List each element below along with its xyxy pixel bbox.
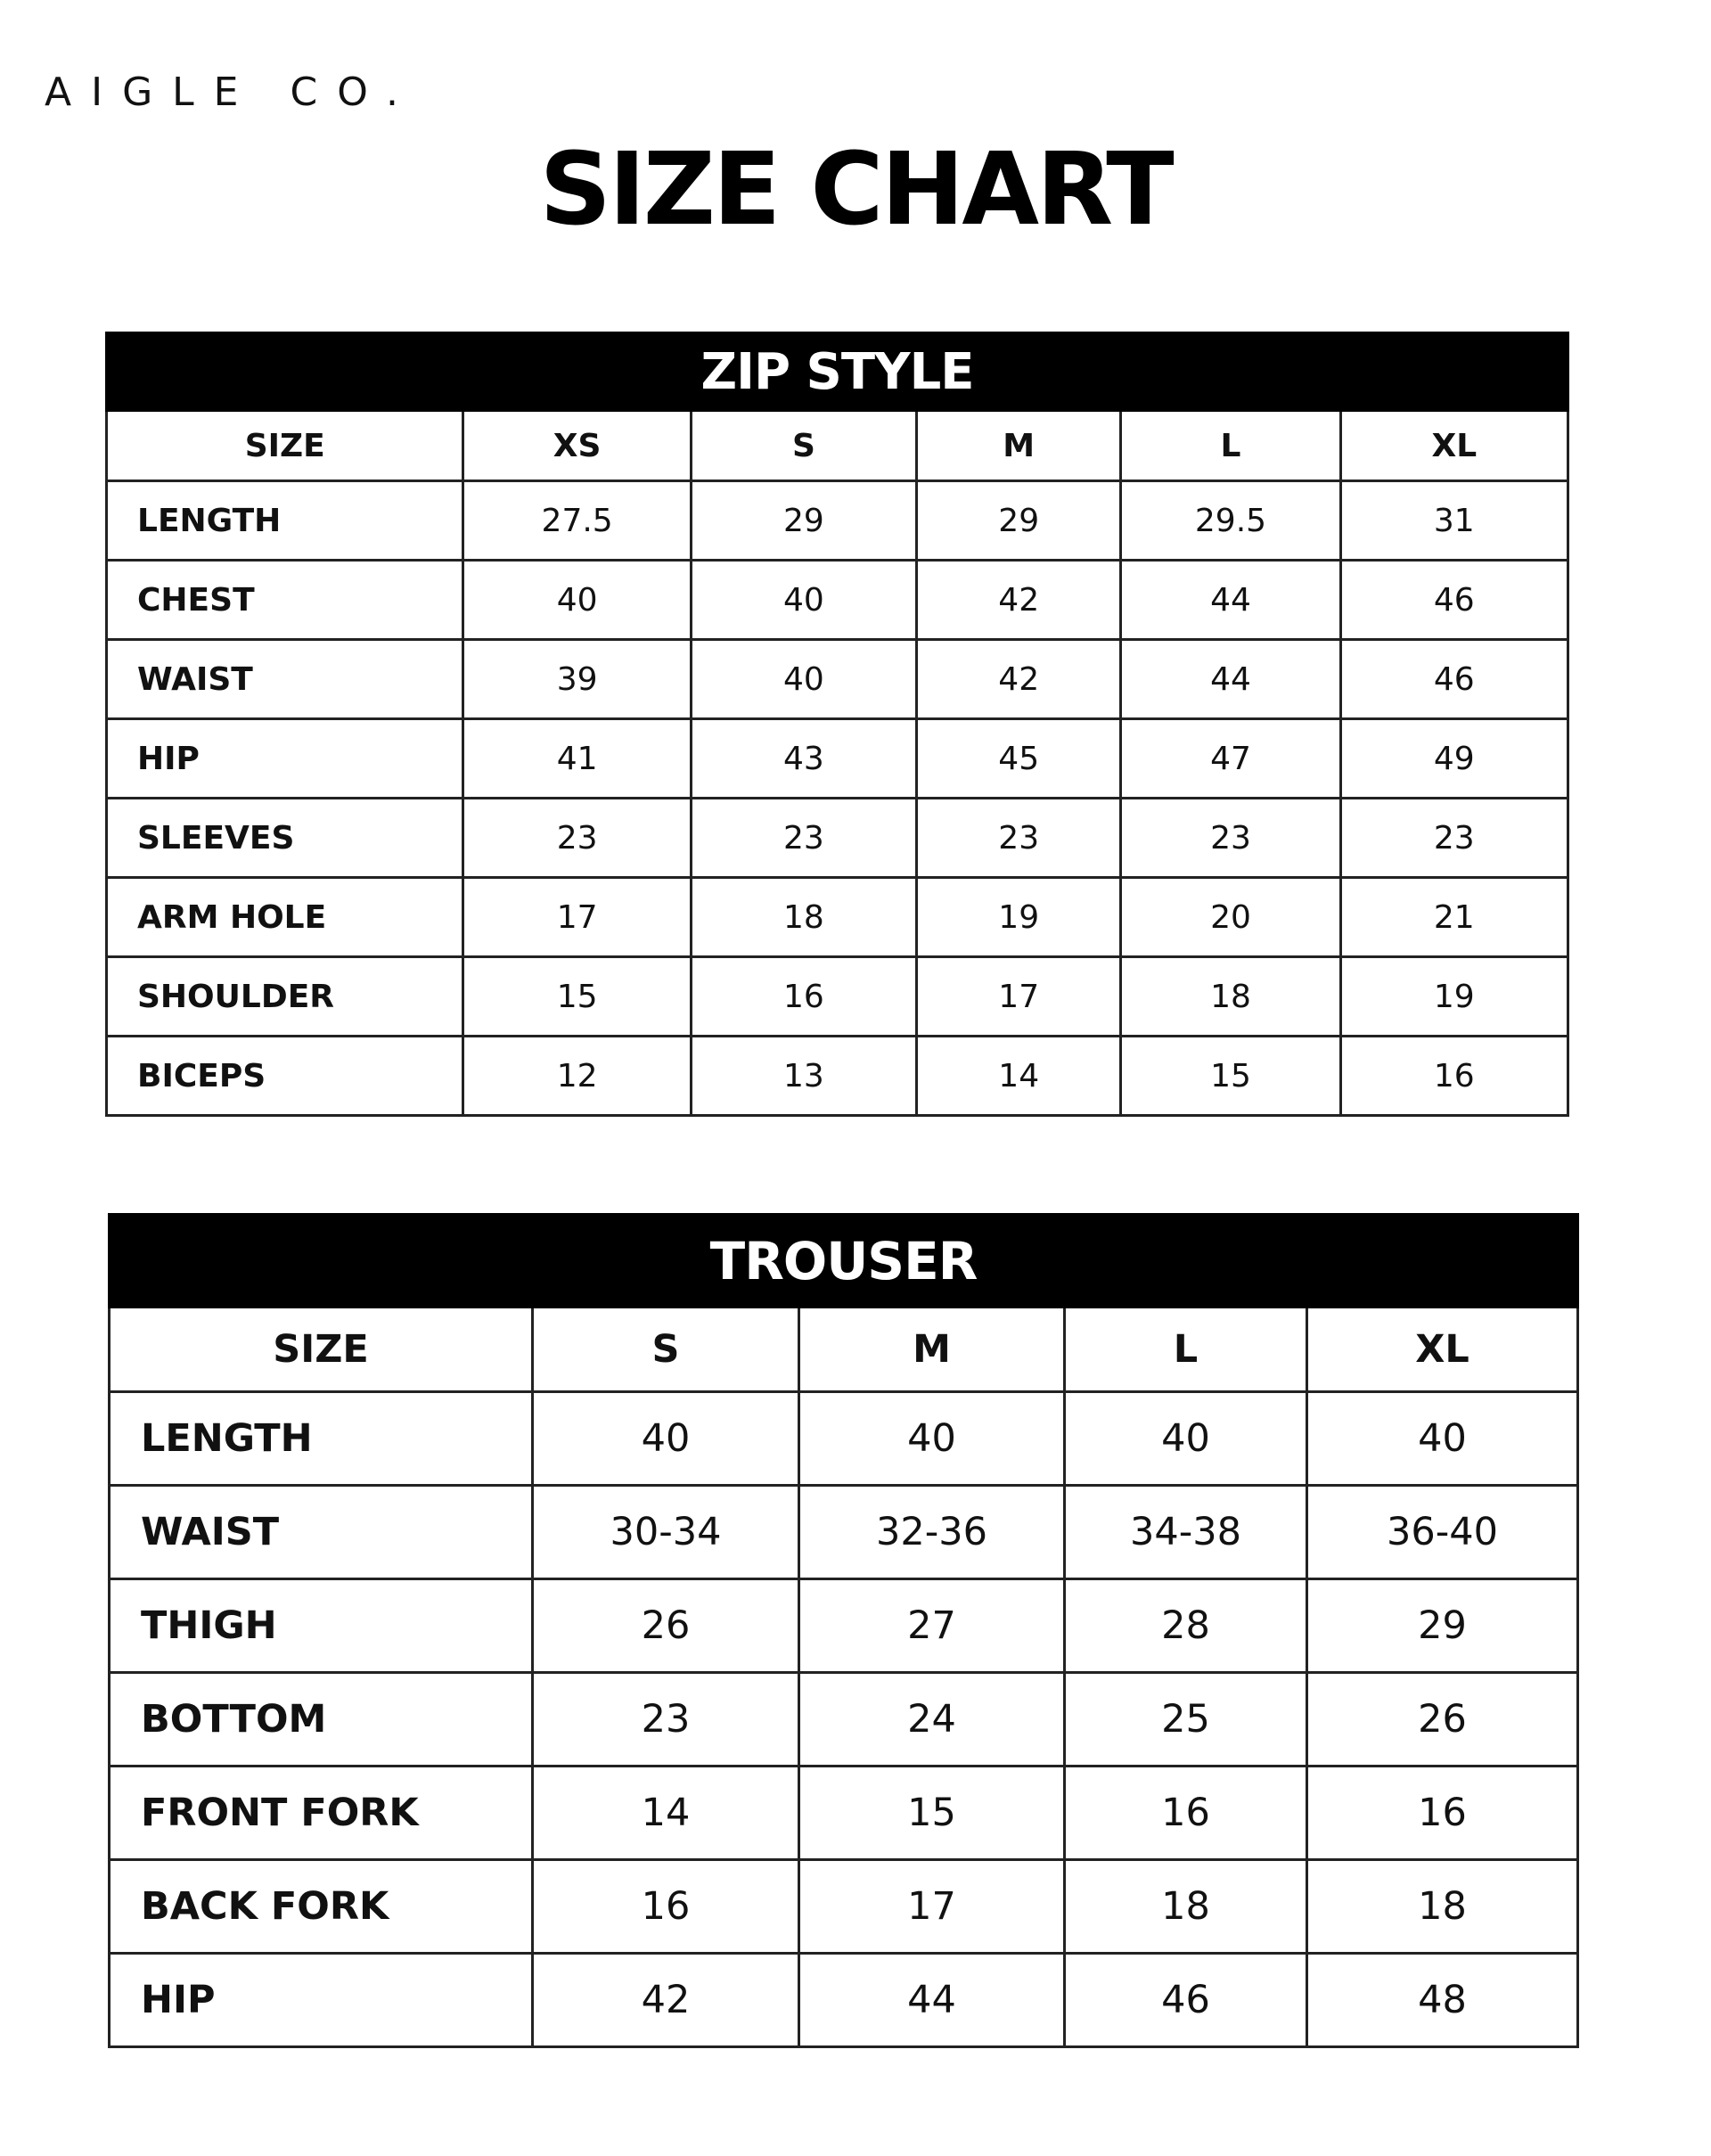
table-cell: 36-40 [1307,1486,1578,1579]
table-cell: 42 [917,640,1121,719]
table-row [110,1486,1578,1579]
table-cell: 23 [533,1673,799,1767]
table-cell: 16 [1065,1767,1307,1860]
table-cell: 44 [1121,640,1340,719]
table-cell: 40 [799,1392,1065,1486]
table-cell: 44 [1121,561,1340,640]
row-label: SLEEVES [107,799,463,878]
table-row [110,1392,1578,1486]
table-cell: 29 [1307,1579,1578,1673]
row-label: LENGTH [110,1392,533,1486]
table-cell: 42 [917,561,1121,640]
table-cell: 27 [799,1579,1065,1673]
table-cell: 26 [1307,1673,1578,1767]
table-cell: 34-38 [1065,1486,1307,1579]
column-header-size: SIZE [107,411,463,481]
table-cell: 16 [533,1860,799,1954]
row-label: BOTTOM [110,1673,533,1767]
table-row [107,799,1568,878]
table-cell: 25 [1065,1673,1307,1767]
table-row [107,719,1568,799]
table-row [107,878,1568,957]
table-row [110,1673,1578,1767]
table-row [110,1954,1578,2047]
table-cell: 19 [917,878,1121,957]
table-cell: 23 [463,799,691,878]
table-cell: 32-36 [799,1486,1065,1579]
column-header-xl: XL [1307,1308,1578,1392]
table-cell: 18 [1065,1860,1307,1954]
table-cell: 18 [1121,957,1340,1037]
table-cell: 46 [1065,1954,1307,2047]
table-cell: 29 [691,481,916,561]
table-cell: 23 [1340,799,1568,878]
row-label: BICEPS [107,1037,463,1116]
table-cell: 47 [1121,719,1340,799]
table-cell: 48 [1307,1954,1578,2047]
trouser-size-table [108,1213,1579,2048]
row-label: THIGH [110,1579,533,1673]
table-row [110,1860,1578,1954]
table-cell: 29 [917,481,1121,561]
table-cell: 40 [691,561,916,640]
table-cell: 40 [1307,1392,1578,1486]
table-cell: 40 [533,1392,799,1486]
table-cell: 16 [691,957,916,1037]
row-label: CHEST [107,561,463,640]
table-row [107,957,1568,1037]
column-header-size: SIZE [110,1308,533,1392]
row-label: HIP [107,719,463,799]
table-cell: 16 [1307,1767,1578,1860]
table-row [107,561,1568,640]
table-row [110,1767,1578,1860]
row-label: WAIST [110,1486,533,1579]
table-cell: 18 [1307,1860,1578,1954]
table-title-trouser: TROUSER [110,1215,1578,1308]
row-label: FRONT FORK [110,1767,533,1860]
table-cell: 23 [917,799,1121,878]
table-cell: 40 [1065,1392,1307,1486]
table-cell: 45 [917,719,1121,799]
table-cell: 30-34 [533,1486,799,1579]
table-cell: 15 [1121,1037,1340,1116]
table-cell: 44 [799,1954,1065,2047]
table-cell: 14 [917,1037,1121,1116]
table-cell: 41 [463,719,691,799]
page-title: SIZE CHART [539,132,1172,248]
column-header-l: L [1121,411,1340,481]
table-cell: 29.5 [1121,481,1340,561]
table-cell: 19 [1340,957,1568,1037]
table-cell: 15 [799,1767,1065,1860]
brand-logo: AIGLE CO. [45,70,419,115]
table-row [107,640,1568,719]
row-label: BACK FORK [110,1860,533,1954]
table-cell: 46 [1340,561,1568,640]
row-label: WAIST [107,640,463,719]
table-cell: 40 [463,561,691,640]
table-cell: 13 [691,1037,916,1116]
table-cell: 49 [1340,719,1568,799]
table-row [110,1579,1578,1673]
table-cell: 39 [463,640,691,719]
table-cell: 23 [1121,799,1340,878]
table-title-zip-style: ZIP STYLE [107,333,1568,411]
table-cell: 24 [799,1673,1065,1767]
row-label: HIP [110,1954,533,2047]
table-cell: 28 [1065,1579,1307,1673]
table-cell: 14 [533,1767,799,1860]
table-row [107,1037,1568,1116]
column-header-xs: XS [463,411,691,481]
table-cell: 23 [691,799,916,878]
table-cell: 27.5 [463,481,691,561]
row-label: LENGTH [107,481,463,561]
column-header-s: S [533,1308,799,1392]
table-cell: 12 [463,1037,691,1116]
column-header-xl: XL [1340,411,1568,481]
zip-style-size-table [105,332,1569,1117]
table-cell: 43 [691,719,916,799]
table-cell: 42 [533,1954,799,2047]
table-row [107,481,1568,561]
table-cell: 26 [533,1579,799,1673]
column-header-l: L [1065,1308,1307,1392]
column-header-m: M [917,411,1121,481]
row-label: ARM HOLE [107,878,463,957]
table-cell: 17 [917,957,1121,1037]
table-cell: 31 [1340,481,1568,561]
column-header-s: S [691,411,916,481]
table-cell: 21 [1340,878,1568,957]
table-cell: 18 [691,878,916,957]
table-cell: 17 [799,1860,1065,1954]
table-cell: 20 [1121,878,1340,957]
row-label: SHOULDER [107,957,463,1037]
table-cell: 40 [691,640,916,719]
column-header-m: M [799,1308,1065,1392]
table-cell: 17 [463,878,691,957]
table-cell: 46 [1340,640,1568,719]
table-cell: 15 [463,957,691,1037]
table-cell: 16 [1340,1037,1568,1116]
